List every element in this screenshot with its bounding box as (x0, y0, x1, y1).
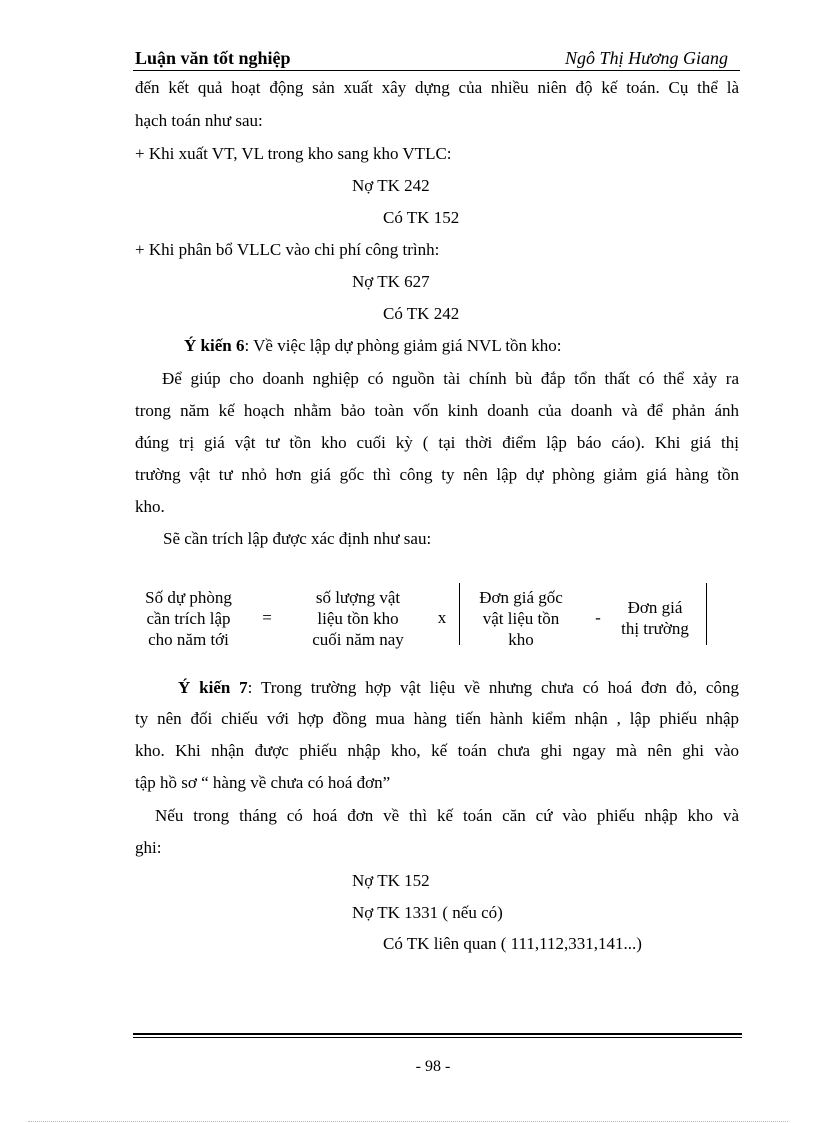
formula-cost (464, 587, 578, 650)
header-author: Ngô Thị Hương Giang (565, 48, 728, 68)
entry-debit-627: Nợ TK 627 (352, 272, 430, 291)
body-line-3: + Khi xuất VT, VL trong kho sang kho VTLC: (135, 144, 452, 163)
para-3-line-3: kho. Khi nhận được phiếu nhập kho, kế toán chưa ghi ngay mà nên ghi vào (135, 741, 739, 760)
formula-market-price (612, 597, 698, 639)
para-1-line-3: đúng trị giá vật tư tồn kho cuối kỳ ( tại thời điểm lập báo cáo). Khi giá thị (135, 433, 739, 452)
footer-rule-thick (133, 1033, 742, 1035)
entry-debit-242: Nợ TK 242 (352, 176, 430, 195)
formula-provision (136, 587, 241, 650)
body-line-2: hạch toán như sau: (135, 111, 263, 130)
formula-provision-line-3: cho năm tới (148, 630, 229, 649)
header-rule (133, 70, 740, 71)
body-line-1: đến kết quả hoạt động sản xuất xây dựng của nhiều niên độ kế toán. Cụ thể là (135, 78, 739, 97)
formula-quantity (295, 587, 421, 650)
page-edge (28, 1121, 788, 1122)
entry-credit-242: Có TK 242 (383, 304, 460, 323)
entry-credit-related: Có TK liên quan ( 111,112,331,141...) (383, 934, 642, 953)
formula-quantity-line-3: cuối năm nay (312, 630, 404, 649)
opinion-6-text: : Về việc lập dự phòng giảm giá NVL tồn kho: (244, 336, 562, 355)
formula-market-line-2: thị trường (621, 619, 689, 638)
para-1-line-4: trường vật tư nhỏ hơn giá gốc thì công ty nên lập dự phòng giảm giá hàng tồn (135, 465, 739, 484)
opinion-7-heading (178, 678, 739, 698)
footer-rule-thin (133, 1037, 742, 1038)
body-line-6: + Khi phân bổ VLLC vào chi phí công trình: (135, 240, 440, 259)
entry-debit-152: Nợ TK 152 (352, 871, 430, 890)
entry-credit-152: Có TK 152 (383, 208, 460, 227)
para-4-line-2: ghi: (135, 838, 162, 857)
para-3-line-4: tập hồ sơ “ hàng về chưa có hoá đơn” (135, 773, 391, 792)
page-number: - 98 - (415, 1058, 451, 1075)
formula-provision-line-1: Số dự phòng (145, 588, 232, 607)
formula-quantity-line-1: số lượng vật (315, 588, 401, 607)
entry-debit-1331: Nợ TK 1331 ( nếu có) (352, 903, 503, 922)
para-1-line-1: Để giúp cho doanh nghiệp có nguồn tài chính bù đắp tổn thất có thể xảy ra (162, 369, 739, 388)
formula-cost-line-1: Đơn giá gốc (479, 588, 563, 607)
formula-times: x (437, 608, 447, 627)
formula-cost-line-2: vật liệu tồn (482, 609, 560, 628)
opinion-6-heading (184, 336, 562, 356)
opinion-7-text: : Trong trường hợp vật liệu về nhưng chưa có hoá đơn đỏ, công (247, 678, 739, 697)
opinion-6-label: Ý kiến 6 (184, 336, 245, 355)
formula-minus: - (595, 608, 601, 627)
formula-provision-line-2: cần trích lập (146, 609, 231, 628)
para-3-line-2: ty nên đối chiếu với hợp đồng mua hàng tiến hành kiểm nhận , lập phiếu nhập (135, 709, 739, 728)
opinion-7-label: Ý kiến 7 (178, 678, 248, 697)
formula-equals: = (262, 608, 272, 627)
header-title: Luận văn tốt nghiệp (135, 48, 291, 68)
formula-market-line-1: Đơn giá (627, 598, 683, 617)
formula-bar-left (459, 583, 460, 645)
para-1-line-5: kho. (135, 497, 165, 516)
formula-quantity-line-2: liệu tồn kho (317, 609, 399, 628)
para-1-line-2: trong năm kế hoạch nhằm bảo toàn vốn kinh doanh của doanh và để phản ánh (135, 401, 739, 420)
formula-bar-right (706, 583, 707, 645)
formula-cost-line-3: kho (508, 630, 534, 649)
para-2: Sẽ cần trích lập được xác định như sau: (163, 529, 432, 548)
para-4-line-1: Nếu trong tháng có hoá đơn về thì kế toán căn cứ vào phiếu nhập kho và (155, 806, 739, 825)
